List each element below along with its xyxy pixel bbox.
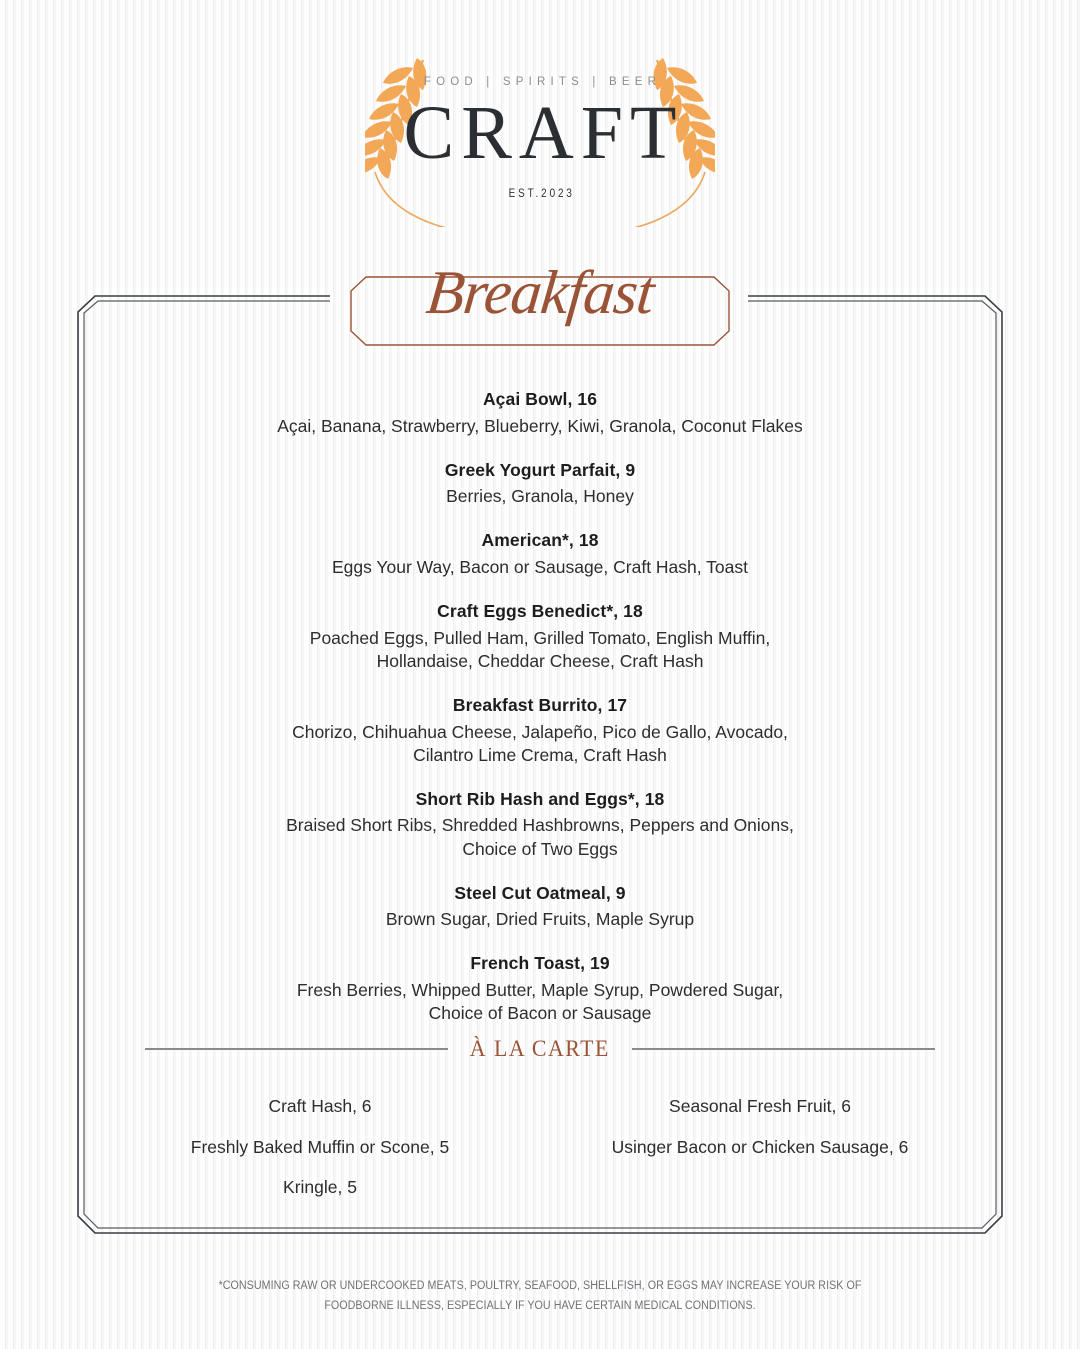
menu-item-description: Braised Short Ribs, Shredded Hashbrowns, Peppers and Onions, Choice of Two Eggs bbox=[286, 815, 794, 859]
menu-item-name: Açai Bowl, 16 bbox=[482, 389, 598, 409]
menu-item-name: Steel Cut Oatmeal, 9 bbox=[454, 882, 626, 903]
a-la-carte-item: Seasonal Fresh Fruit, 6 bbox=[669, 1096, 851, 1116]
menu-item-name: American*, 18 bbox=[481, 530, 599, 551]
menu-item bbox=[120, 952, 960, 1025]
a-la-carte-item: Usinger Bacon or Chicken Sausage, 6 bbox=[611, 1136, 909, 1157]
section-banner-breakfast bbox=[350, 259, 730, 346]
logo-tagline: FOOD | SPIRITS | BEER bbox=[423, 76, 662, 88]
menu-item-description: Poached Eggs, Pulled Ham, Grilled Tomato, English Muffin, Hollandaise, Cheddar Cheese, Craft Hash bbox=[309, 627, 771, 671]
menu-item-name: Short Rib Hash and Eggs*, 18 bbox=[415, 788, 665, 809]
menu-item bbox=[120, 529, 960, 579]
menu-item-name: Craft Eggs Benedict*, 18 bbox=[437, 601, 643, 622]
menu-item bbox=[120, 459, 960, 509]
menu-item-description: Açai, Banana, Strawberry, Blueberry, Kiwi, Granola, Coconut Flakes bbox=[277, 415, 803, 436]
a-la-carte-column-left bbox=[100, 1098, 540, 1220]
menu-item bbox=[120, 788, 960, 861]
logo-brand-name: CRAFT bbox=[403, 91, 684, 175]
footer-disclaimer bbox=[38, 1276, 1042, 1316]
a-la-carte-header bbox=[145, 1036, 935, 1062]
menu-item-description: Berries, Granola, Honey bbox=[446, 486, 634, 507]
breakfast-menu-list bbox=[120, 388, 960, 1025]
menu-item bbox=[120, 882, 960, 932]
menu-item-name: Greek Yogurt Parfait, 9 bbox=[444, 459, 636, 480]
logo-established: EST.2023 bbox=[508, 187, 575, 200]
menu-item-description: Brown Sugar, Dried Fruits, Maple Syrup bbox=[385, 909, 695, 930]
menu-item-description: Eggs Your Way, Bacon or Sausage, Craft Hash, Toast bbox=[331, 557, 749, 578]
disclaimer-line-1: *CONSUMING RAW OR UNDERCOOKED MEATS, POULTRY, SEAFOOD, SHELLFISH, OR EGGS MAY INCREASE YOUR RISK OF bbox=[218, 1280, 862, 1292]
restaurant-logo bbox=[0, 52, 1080, 232]
a-la-carte-column-right bbox=[540, 1098, 980, 1220]
a-la-carte-title: À LA CARTE bbox=[469, 1036, 611, 1061]
menu-item-description: Fresh Berries, Whipped Butter, Maple Syrup, Powdered Sugar, Choice of Bacon or Sausage bbox=[296, 979, 784, 1024]
a-la-carte-item: Craft Hash, 6 bbox=[268, 1096, 372, 1116]
a-la-carte-columns bbox=[100, 1098, 980, 1220]
menu-item bbox=[120, 600, 960, 673]
a-la-carte-item: Freshly Baked Muffin or Scone, 5 bbox=[190, 1136, 450, 1157]
disclaimer-line-2: FOODBORNE ILLNESS, ESPECIALLY IF YOU HAVE CERTAIN MEDICAL CONDITIONS. bbox=[324, 1300, 756, 1313]
divider-rule-right bbox=[632, 1048, 935, 1050]
section-title: Breakfast bbox=[423, 259, 657, 327]
menu-item bbox=[120, 388, 960, 438]
a-la-carte-item: Kringle, 5 bbox=[283, 1177, 357, 1197]
menu-item-name: French Toast, 19 bbox=[470, 953, 610, 974]
menu-item-description: Chorizo, Chihuahua Cheese, Jalapeño, Pico de Gallo, Avocado, Cilantro Lime Crema, Craft Hash bbox=[292, 721, 788, 765]
menu-item bbox=[120, 694, 960, 767]
menu-item-name: Breakfast Burrito, 17 bbox=[452, 694, 628, 715]
divider-rule-left bbox=[145, 1048, 448, 1050]
